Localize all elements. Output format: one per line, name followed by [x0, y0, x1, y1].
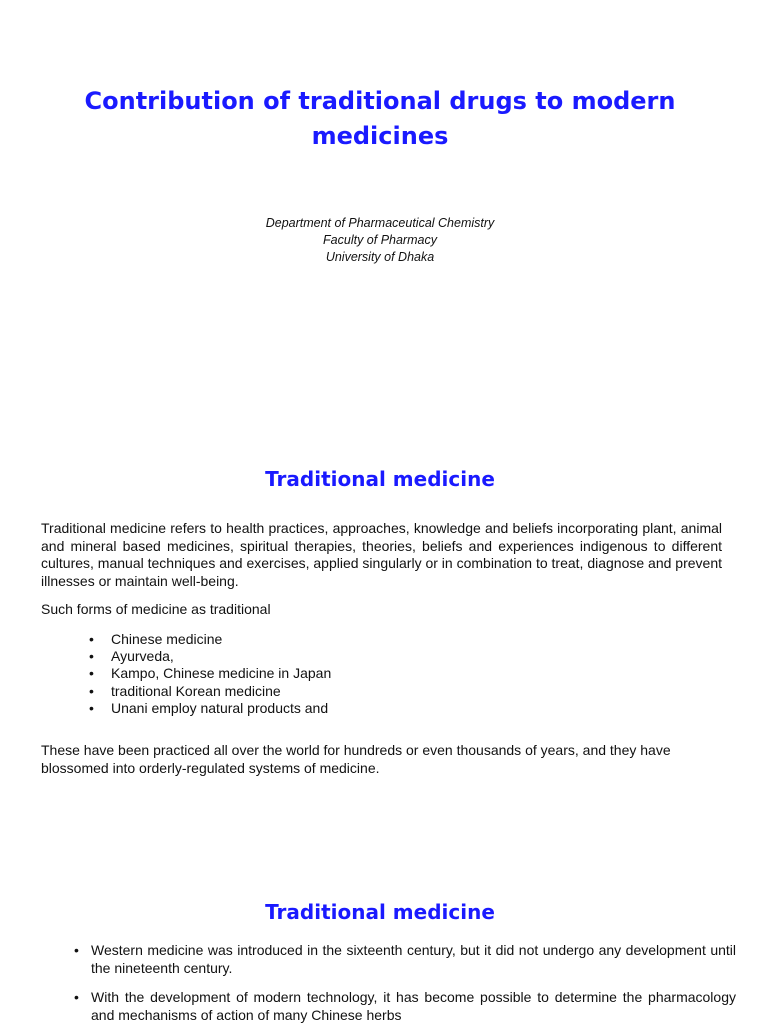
bullet-icon: • — [89, 648, 94, 665]
section-heading-traditional-medicine: Traditional medicine — [265, 467, 495, 491]
bullet-icon: • — [74, 989, 79, 1005]
bullet-icon: • — [89, 631, 94, 647]
bullet-icon: • — [74, 942, 79, 958]
section-heading-traditional-medicine-2: Traditional medicine — [265, 900, 495, 924]
list-item: • Ayurveda, — [89, 648, 174, 665]
development-list — [72, 942, 736, 1024]
affiliation-department: Department of Pharmaceutical Chemistry — [265, 216, 495, 230]
history-paragraph: These have been practiced all over the world for hundreds or even thousands of years, and they have blossomed into orderly-regulated systems of medicine. — [41, 742, 671, 776]
list-item: • Western medicine was introduced in the sixteenth century, but it did not undergo any development until the nineteenth century. — [74, 942, 736, 976]
list-item: • With the development of modern technology, it has become possible to determine the pharmacology and mechanisms of action of many Chinese herbs — [74, 989, 736, 1023]
bullet-icon: • — [89, 682, 94, 699]
bullet-icon: • — [89, 699, 94, 716]
list-item: • Kampo, Chinese medicine in Japan — [89, 665, 332, 682]
list-item: • Unani employ natural products and — [89, 699, 329, 716]
definition-paragraph: Traditional medicine refers to health practices, approaches, knowledge and beliefs incorporating plant, animal and mineral based medicines, spiritual therapies, theories, beliefs and experiences indigenous to different cultures, manual techniques and exercises, applied singularly or in combination to treat, diagnose and prevent illnesses or maintain well-being. — [41, 520, 722, 589]
forms-intro-paragraph: Such forms of medicine as traditional — [41, 601, 271, 617]
document-title: Contribution of traditional drugs to modern medicines — [84, 87, 676, 150]
affiliation-faculty: Faculty of Pharmacy — [323, 233, 437, 247]
list-item: • Chinese medicine — [89, 631, 223, 647]
medicine-forms-list — [87, 631, 331, 717]
bullet-icon: • — [89, 665, 94, 682]
affiliation-university: University of Dhaka — [325, 250, 435, 264]
list-item: • traditional Korean medicine — [89, 682, 281, 699]
affiliation-block — [80, 215, 680, 266]
